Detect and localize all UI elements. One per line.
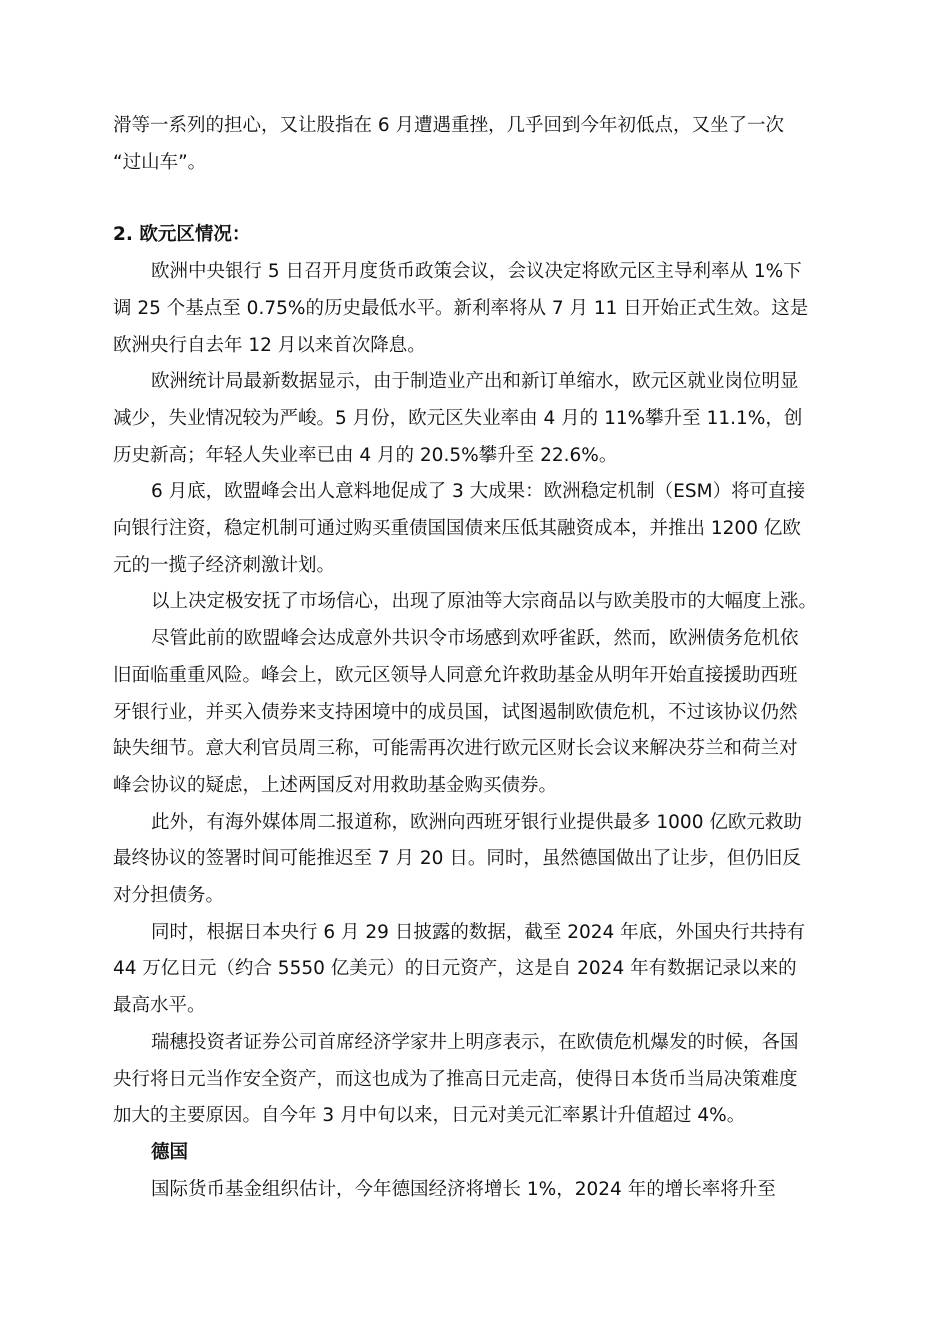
text-line: 欧洲统计局最新数据显示，由于制造业产出和新订单缩水，欧元区就业岗位明显 — [151, 371, 799, 393]
text-line: “过山车”。 — [113, 151, 207, 173]
text-line: 国际货币基金组织估计，今年德国经济将增长 1%，2024 年的增长率将升至 — [151, 1178, 776, 1200]
paragraph-unemployment — [113, 364, 831, 474]
text-line: 央行将日元当作安全资产，而这也成为了推高日元走高，使得日本货币当局决策难度 — [113, 1068, 798, 1090]
text-line: 旧面临重重风险。峰会上，欧元区领导人同意允许救助基金从明年开始直接援助西班 — [113, 664, 798, 686]
text-line: 峰会协议的疑虑，上述两国反对用救助基金购买债券。 — [113, 774, 558, 796]
text-line: 欧洲央行自去年 12 月以来首次降息。 — [113, 334, 426, 356]
paragraph-eu-summit — [113, 474, 831, 584]
text-line: 此外，有海外媒体周二报道称，欧洲向西班牙银行业提供最多 1000 亿欧元救助 — [151, 811, 802, 833]
text-line: 向银行注资，稳定机制可通过购买重债国国债来压低其融资成本，并推出 1200 亿欧 — [113, 518, 801, 540]
text-line: 对分担债务。 — [113, 885, 225, 907]
paragraph-spain-bailout — [113, 805, 831, 915]
text-line: 滑等一系列的担心，又让股指在 6 月遭遇重挫，几乎回到今年初低点，又坐了一次 — [113, 115, 785, 136]
text-line: 减少，失业情况较为严峻。5 月份，欧元区失业率由 4 月的 11%攀升至 11.1%，创 — [113, 407, 803, 429]
intro-paragraph — [113, 108, 831, 181]
text-line: 牙银行业，并买入债券来支持困境中的成员国，试图遏制欧债危机，不过该协议仍然 — [113, 701, 798, 723]
paragraph-imf-germany — [113, 1172, 831, 1209]
text-line: 缺失细节。意大利官员周三称，可能需再次进行欧元区财长会议来解决芬兰和荷兰对 — [113, 738, 798, 760]
text-line: 同时，根据日本央行 6 月 29 日披露的数据，截至 2024 年底，外国央行共持有 — [151, 921, 806, 943]
document-page — [113, 108, 831, 1208]
text-line: 以上决定极安抚了市场信心，出现了原油等大宗商品以与欧美股市的大幅度上涨。 — [151, 591, 818, 613]
paragraph-boj-data — [113, 915, 831, 1025]
text-line: 调 25 个基点至 0.75%的历史最低水平。新利率将从 7 月 11 日开始正式生效。这是 — [113, 297, 809, 319]
text-line: 6 月底，欧盟峰会出人意料地促成了 3 大成果：欧洲稳定机制（ESM）将可直接 — [151, 481, 806, 503]
section-heading: 2. 欧元区情况： — [113, 224, 251, 246]
paragraph-yen-safe-asset — [113, 1025, 831, 1135]
subheading-germany: 德国 — [151, 1141, 189, 1163]
text-line: 历史新高；年轻人失业率已由 4 月的 20.5%攀升至 22.6%。 — [113, 444, 618, 466]
text-line: 加大的主要原因。自今年 3 月中旬以来，日元对美元汇率累计升值超过 4%。 — [113, 1105, 746, 1127]
text-line: 元的一揽子经济刺激计划。 — [113, 554, 336, 576]
text-line: 欧洲中央银行 5 日召开月度货币政策会议，会议决定将欧元区主导利率从 1%下 — [151, 261, 802, 283]
text-line: 尽管此前的欧盟峰会达成意外共识令市场感到欢呼雀跃，然而，欧洲债务危机依 — [151, 628, 799, 650]
paragraph-ecb-rate-cut — [113, 254, 831, 364]
paragraph-market-confidence — [113, 584, 831, 621]
paragraph-debt-risk — [113, 621, 831, 805]
text-line: 最高水平。 — [113, 995, 206, 1017]
text-line: 44 万亿日元（约合 5550 亿美元）的日元资产，这是自 2024 年有数据记录以来的 — [113, 958, 797, 980]
text-line: 瑞穗投资者证券公司首席经济学家井上明彦表示，在欧债危机爆发的时候，各国 — [151, 1031, 799, 1053]
text-line: 最终协议的签署时间可能推迟至 7 月 20 日。同时，虽然德国做出了让步，但仍旧反 — [113, 848, 801, 870]
